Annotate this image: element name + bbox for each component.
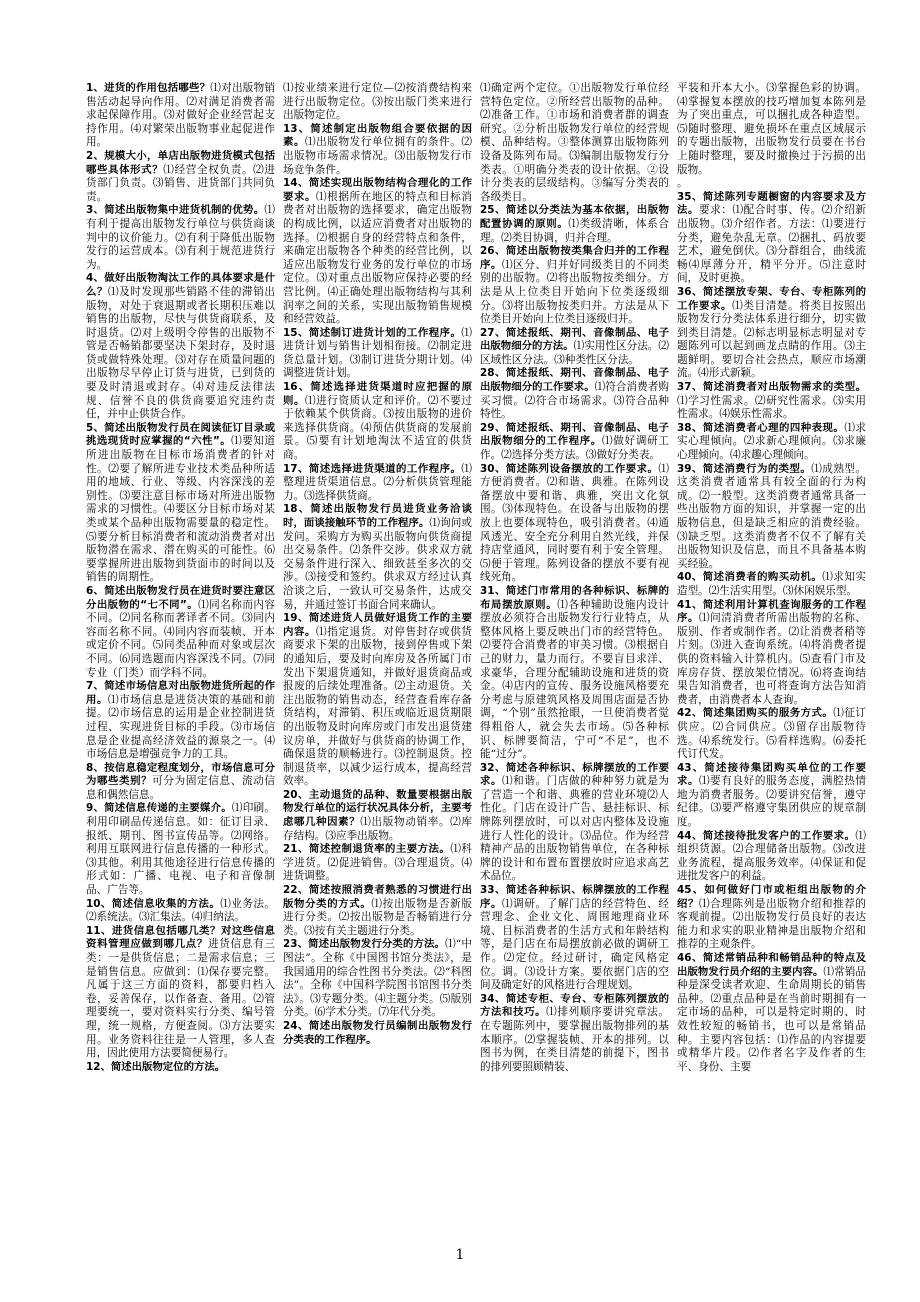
answer-text: ⑴及时发现那些销路不佳的滞销出版物，对处于衰退期或者长期积压难以销售的出版物，尽快与供货商联系，及时退货。⑵对上级明令停售的出版物不管是否畅销都要坚决下架封存，及时退货或做特殊处理。⑶对存在质量问题的出版物尽早停止订货与进货，已到货的要及时清退或封存。⑷对违反法律法规、信誉不良的供货商要追究违约责任，并中止供货合作。 (86, 285, 275, 421)
qa-entry (677, 762, 866, 830)
qa-entry (480, 422, 669, 463)
question-heading: 34、简述专柜、专台、专柜陈列摆放的方法和技巧。 (480, 992, 669, 1019)
answer-text: ⑴根据所在地区的特点和目标消费者对出版物的选择要求，确定出版物的构成比例，以适应消费者对出版物的选择。⑵根据自身的经营特点和条件，来确定出版物各个种类的经营比例，以适应出版物发行业务的发行单位的市场定位。⑶对重点出版物应保持必要的经营比例。⑷正确处理出版物结构与其利润率之间的关系，实现出版物销售规模和经营效益。 (283, 190, 472, 326)
column-1 (86, 82, 275, 1242)
question-heading: 12、简述出版物定位的方法。 (86, 1060, 226, 1073)
question-heading: 32、简述各种标识、标牌摆放的工作要求。 (480, 761, 669, 788)
answer-text: ⑴做好调研工作。⑵选择分类方法。⑶做好分类表。 (480, 435, 669, 462)
answer-text: ⑴组织货源。⑵合理储备出版物。⑶改进业务流程，提高服务效率。⑷保证和促进批发客户的利益。 (677, 829, 866, 883)
question-heading: 38、简述消费者心理的四种表现。 (677, 421, 845, 434)
column-2 (283, 82, 472, 1242)
qa-entry (283, 82, 472, 123)
qa-entry (480, 245, 669, 327)
question-heading: 35、简述陈列专题橱窗的内容要求及方法。 (677, 190, 866, 217)
qa-entry (86, 82, 275, 150)
qa-entry (677, 707, 866, 761)
question-heading: 8、按信息稳定程度划分，市场信息可分为哪些类别？ (86, 761, 275, 788)
answer-text: ⑴常销品种是深受读者欢迎、生命周期长的销售品种。⑵重点品种是在当前时期拥有一定市场的品种，可以是特定时期的、时效性较短的畅销书，也可以是常销品种。主要内容包括：⑴作品的内容提要或精华片段。⑵作者名字及作者的生平、身份、主要 (677, 965, 866, 1073)
question-heading: 2、规模大小，单店出版物进货模式包括哪些具体形式？ (86, 149, 275, 176)
qa-entry (677, 884, 866, 952)
answer-text: 可分为固定信息、流动信息和偶然信息。 (86, 775, 275, 801)
qa-entry (86, 680, 275, 762)
qa-entry (283, 843, 472, 884)
column-4 (677, 82, 866, 1242)
qa-entry (86, 272, 275, 422)
answer-text: ⑴询问或发问。采购方为购买出版物向供货商提出交易条件。⑵条件交涉。供求双方就交易条件进行深入、细致甚至多次的交涉。⑶接受和签约。供求双方经过认真洽谈之后，一致认可交易条件，达成交易，并通过签订书面合同来确认。 (283, 517, 472, 611)
text-columns (86, 82, 866, 1242)
question-heading: 16、简述选择进货渠道时应把握的原则。 (283, 381, 472, 407)
question-heading: 37、简述消费者对出版物需求的类型。 (677, 381, 866, 394)
qa-entry (677, 191, 866, 286)
qa-entry (283, 123, 472, 177)
document-page (86, 82, 866, 1242)
answer-text: ⑴整理进货渠道信息。⑵分析供货管理能力。⑶选择供货商。 (283, 462, 472, 502)
answer-text: ⑴指定退货。对停售封存或供货商要求下架的出版物，接到停售或下架的通知后，要及时向库房及各所属门市发出下架退货通知，并做好退货商品或报废的后续处理准备。⑵主动退货。关注出版物的销售动态，经营查看库存备货结构，对滞销、积压或临近退货期限的出版物及时向库房或门市发出退货建议房单，并做好与供货商的协调工作，确保退货的顺畅进行。⑶控制退货。控制退货率，以减少运行成本，提高经营效率。 (283, 625, 472, 788)
qa-entry (480, 993, 669, 1075)
qa-entry (480, 585, 669, 762)
question-heading: 41、简述利用计算机查询服务的工作程序。 (677, 598, 866, 625)
answer-text: ⑴求实心理倾向。⑵求新心理倾向。⑶求廉心理倾向。⑷求趣心理倾向。 (677, 421, 866, 462)
question-heading: 46、简述常销品种和畅销品种的特点及出版物发行员介绍的主要内容。 (677, 952, 866, 978)
answer-text: ⑴进行资质认定和评价。⑵不要过于依赖某个供货商。⑶按出版物的进价来选择供货商。⑷预估供货商的发展前景。⑸要有计划地淘汰不适宜的供货商。 (283, 394, 472, 462)
question-heading: 1、进货的作用包括哪些？ (86, 82, 211, 94)
question-heading: 9、简述信息传递的主要媒介。 (86, 802, 232, 815)
answer-text: 平装和开本大小。⑶掌握色彩的协调。⑷掌握复本摆放的技巧增加复本陈列是为了突出重点，可以捆扎成各种造型。⑸随时整理、避免损坏在重点区域展示的专题出版物，出版物发行员要在书台上随时整理，要及时撤换过于污损的出版物。 (677, 82, 866, 176)
question-heading: 31、简述门市常用的各种标识、标牌的布局摆放原则。 (480, 584, 669, 611)
answer-text: ⑴征订供应。⑵合同供应。⑶留存出版物待选。⑷系统发行。⑸看样选购。⑹委托代订代发。 (677, 707, 866, 761)
question-heading: 33、简述各种标识、标牌摆放的工作程序。 (480, 884, 669, 910)
qa-entry (677, 82, 866, 177)
answer-text: ⑴对出版物销售活动起导向作用。⑵对满足消费者需求起保障作用。⑶对做好企业经营起支持作用。⑷对繁荣出版物事业起促进作用。 (86, 82, 275, 149)
question-heading: 24、简述出版物发行员编制出版物发行分类表的工作程序。 (283, 1019, 472, 1046)
question-heading: 26、简述出版物按类集合归并的工作程序。 (480, 245, 669, 271)
qa-entry (677, 381, 866, 422)
qa-entry (86, 898, 275, 925)
question-heading: 20、主动退货的品种、数量要根据出版物发行单位的运行状况具体分析，主要考虑哪几种因素？ (283, 788, 472, 829)
question-heading: 40、简述消费者的购买动机。 (677, 571, 823, 584)
question-heading: 19、简述进货人员做好退货工作的主要内容。 (283, 612, 472, 638)
answer-text: 。 (677, 177, 688, 190)
question-heading: 23、简述出版物发行分类的方法。 (283, 938, 446, 951)
answer-text: ⑴实用性区分法。⑵区域性区分法。⑶种类性区分法。 (480, 340, 669, 366)
question-heading: 13、简述制定出版物组合要依据的因素。 (283, 122, 472, 149)
question-heading: 3、简述出版物集中进货机制的优势。 (86, 204, 265, 217)
question-heading: 11、进货信息包括哪几类？对这些信息资料管理应做到哪几点？ (86, 924, 275, 951)
question-heading: 22、简述按照消费者熟悉的习惯进行出版物分类的方式。 (283, 884, 472, 910)
question-heading: 43、简述接待集团购买单位的工作要求。 (677, 761, 866, 788)
qa-entry (677, 463, 866, 572)
answer-text: ⑴出版物发行单位拥有的条件。⑵出版物市场需求情况。⑶出版物发行市场竞争条件。 (283, 136, 472, 176)
question-heading: 30、简述陈列设备摆放的工作要求。 (480, 462, 659, 475)
qa-entry (86, 802, 275, 897)
answer-text: ⑴类级清晰，体系合理。⑵类目协调，归并合理。 (480, 217, 669, 244)
answer-text: ⑴学习性需求。⑵研究性需求。⑶实用性需求。⑷娱乐性需求。 (677, 394, 866, 421)
qa-entry (480, 367, 669, 421)
qa-entry (480, 463, 669, 585)
question-heading: 14、简述实现出版物结构合理化的工作要求。 (283, 177, 472, 203)
answer-text: 进货信息有三类：一是供货信息；二是需求信息；三是销售信息。应做到：⑴保存要完整。凡属于这三方面的资料，都要归档入卷，妥善保存，以作备查、备用。⑵管理要统一，要对资料实行分类、编号管理，统一规格，方便查阅。⑶方法要实用。业务资料往往是一人管理，多人查用，因此使用方法要简便易行。 (86, 938, 275, 1060)
question-heading: 27、简述报纸、期刊、音像制品、电子出版物细分的方法。 (480, 326, 669, 353)
qa-entry (283, 1020, 472, 1047)
answer-text: ⑴按出版物是否新版进行分类。⑵按出版物是否畅销进行分类。⑶按有关主题进行分类。 (283, 897, 472, 937)
question-heading: 29、简述报纸、期刊、音像制品、电子出版物细分的工作程序。 (480, 421, 669, 448)
qa-entry (86, 1061, 275, 1075)
qa-entry (677, 952, 866, 1074)
qa-entry (480, 884, 669, 993)
page-number: 1 (455, 1247, 465, 1263)
answer-text: ⑴要知道所进出版物在目标市场消费者的针对性。⑵要了解所进专业技术类品种所适用的地域、行业、等级、内容深浅的差别性。⑶要注意目标市场对所进出版物需求的习惯性。⑷要区分目标市场对某类或某个品种出版物需要量的稳定性。⑸要分析目标消费者和流动消费者对出版物潜在需求、潜在购买的可能性。⑹要掌握所进出版物到货面市的时间以及销售的周期性。 (86, 435, 275, 584)
qa-entry (480, 204, 669, 245)
answer-text: ⑴经营全权负责。⑵进货部门负责。⑶销售、进货部门共同负责。 (86, 163, 275, 203)
answer-text: ⑴业务法。⑵系统法。⑶汇集法。⑷归纳法。 (86, 897, 275, 924)
qa-entry (480, 762, 669, 884)
answer-text: ⑴市场信息是进货决策的基础和前提。⑵市场信息的运用是企业控制进货过程、实现进货目标的手段。⑶市场信息是企业提高经济效益的源泉之一。⑷市场信息是增强竞争力的工具。 (86, 693, 275, 761)
answer-text: ⑴按业绩来进行定位—⑵按消费结构来进行出版物定位。⑶按出版门类来进行出版物定位。 (283, 82, 472, 122)
qa-entry (283, 938, 472, 1020)
answer-text: ⑴调研。了解门店的经营特色、经营理念、企业文化、周围地理商业环境、目标消费者的生活方式和年龄结构等，是门店在布局摆放前必做的调研工作。⑵定位。经过研讨，确定风格定位。调。⑶设计方案。要依据门店的空间及确定好的风格进行合理规划。 (480, 897, 669, 992)
qa-entry (86, 585, 275, 680)
answer-text: ⑴印刷。利用印刷品传递信息。如：征订目录、报纸、期刊、图书宣传品等。⑵网络。利用互联网进行信息传播的一种形式。⑶其他。利用其他途径进行信息传播的形式如：广播、电视、电子和音像制品、广告等。 (86, 802, 275, 897)
qa-entry (283, 789, 472, 843)
question-heading: 44、简述接待批发客户的工作要求。 (677, 829, 856, 842)
qa-entry (677, 422, 866, 463)
answer-text: ⑴要有良好的服务态度，满腔热情地为消费者服务。⑵要讲究信誉，遵守纪律。⑶要严格遵守集团供应的规章制度。 (677, 775, 866, 829)
qa-entry (86, 204, 275, 272)
answer-text: ⑴确定两个定位。①出版物发行单位经营特色定位。②所经营出版物的品种。⑵准备工作。①市场和消费者群的调查研究。②分析出版物发行单位的经营规模、品种结构。③整体测算出版物陈列设备及陈列布局。⑶编制出版物发行分类表。①明确分类表的设计依据。②设计分类表的层级结构。③编写分类表的各级类目。 (480, 82, 669, 203)
answer-text: ⑴出版物动销率。⑵库存结构。⑶应季出版物。 (283, 816, 472, 842)
answer-text: ⑴排列顺序要讲究章法。在专题陈列中，要掌握出版物排列的基本顺序。⑵掌握装帧、开本的排列。以图书为例，在类目清楚的前提下，图书的排列要照顾精装、 (480, 1006, 669, 1073)
answer-text: ⑴符合消费者购买习惯。⑵符合市场需求。⑶符合品种特性。 (480, 381, 669, 421)
answer-text: ⑴问清消费者所需出版物的名称、版别、作者或制作者。⑵让消费者稍等片刻。⑶进入查询系统。⑷将消费者提供的资料输入计算机内。⑸查看门市及库房存货、摆放架位情况。⑹将查询结果告知消费者，也可将查询方法告知消费者，由消费者本人查询。 (677, 612, 866, 706)
answer-text: ⑴类目清楚。将类目按照出版物发行分类法体系进行细分，切实做到类目清楚。⑵标志明显标志明显对专题陈列可以起到画龙点睛的作用。⑶主题鲜明。要切合社会热点，顺应市场潮流。⑷形式新颖。 (677, 299, 866, 380)
answer-text: ⑴合理陈列是出版物介绍和推荐的客观前提。⑵出版物发行员良好的表达能力和求实的职业精神是出版物介绍和推荐的主观条件。 (677, 897, 866, 951)
qa-entry (283, 503, 472, 612)
answer-text: ⑴科学进货。⑵促进销售。⑶合理退货。⑷进货调整。 (283, 843, 472, 883)
answer-text: ⑴区分、归并好同级类目的不同类别的出版物。⑵将出版物按类细分。方法是从上位类目开始向下位类逐级细分。⑶将出版物按类归并。方法是从下位类目开始向上位类目逐级归并。 (480, 258, 669, 326)
qa-entry (283, 381, 472, 463)
answer-text: ⑴各种辅助设施内设计摆放必须符合出版物发行行业特点，从整体风格上要反映出门市的经营特色。⑵要符合消费者的审美习惯。⑶根据自己的财力，量力而行。不要盲目求洋、求豪华，合理分配辅助设施和进货的资金。⑷店内的宣传、服务设施风格要充分考虑与原建筑风格及周围店面是否协调，“个别”虽然抢眼，一旦使消费者觉得粗俗人，就会失去市场。⑸各种标识、标牌要简洁，宁可“不足”，也不能“过分”。 (480, 598, 669, 761)
qa-entry (283, 327, 472, 381)
qa-entry (283, 884, 472, 938)
qa-entry (86, 762, 275, 803)
qa-entry (480, 82, 669, 204)
answer-text: ⑴“中图法”。全称《中国图书馆分类法》，是我国通用的综合性图书分类法。⑵“科图法”。全称《中国科学院图书馆图书分类法》。⑶专题分类。⑷主题分类。⑸版别分类。⑹学术分类。⑺年代分类。 (283, 938, 472, 1019)
answer-text: 要求：⑴配合时事、传。⑵介绍新出版物。⑶介绍作者。方法：⑴要进行分类，避免杂乱无章。⑵捆扎、码放要艺术，避免倒伏。⑶分群组合，曲线流畅⑷厚薄分开，精平分开。⑸注意时间，及时更换。 (677, 204, 866, 285)
question-heading: 4、做好出版物淘汰工作的具体要求是什么？ (86, 272, 275, 298)
answer-text: ⑴有利于提高出版物发行单位与供货商谈判中的议价能力。⑵有利于降低出版物发行的运营成本。⑶有利于规范进货行为。 (86, 204, 275, 271)
question-heading: 6、简述出版物发行员在进货时要注意区分出版物的“七不同”。 (86, 584, 275, 611)
answer-text: ⑴和谐。门店做的种种努力就是为了营造一个和谐、典雅的营业环境⑵人性化。门店在设计广告、悬挂标识、标牌陈列摆放时，可以对店内整体及设施进行人性化的设计。⑶品位。作为经营精神产品的出版物销售单位，在各种标牌的设计和布置布置摆放时应追求高艺术品位。 (480, 775, 669, 883)
answer-text: ⑴方便消费者。⑵和谐、典雅。在陈列设备摆放中要和谐、典雅，突出文化氛围。⑶体现特色。在设备与出版物的摆放上也要体现特色，吸引消费者。⑷通风透光、安全充分利用自然光线，并保持店堂通风，同时要有利于安全管理。⑸便于管理。陈列设备的摆放不要有视线死角。 (480, 462, 669, 584)
qa-entry (283, 177, 472, 327)
answer-text: ⑴求知实造型。⑵生活实用型。⑶休闲娱乐型。 (677, 571, 866, 597)
answer-text: ⑴同名称而内容不同。⑵同名称而著译者不同。⑶同内容而名称不同。⑷同内容而装帧、开本或定价不同。⑸同类品种而对象或层次不同。⑹同选题而内容深浅不同。⑺同专业（门类）而学科不同。 (86, 598, 275, 679)
question-heading: 28、简述报纸、期刊、音像制品、电子出版物细分的工作要求。 (480, 367, 669, 394)
answer-text: ⑴成熟型。这类消费者通常具有较全面的行为构成。⑵一般型。这类消费者通常具备一些出版物方面的知识，并掌握一定的出版物信息，但是缺乏相应的消费经验。⑶缺乏型。这类消费者不仅不了解有关出版物知识及信息，而且不具备基本购买经验。 (677, 462, 866, 570)
question-heading: 21、简述控制退货率的主要方法。 (283, 843, 451, 856)
question-heading: 25、简述以分类法为基本依据，出版物配置协调的原则。 (480, 204, 669, 230)
column-3 (480, 82, 669, 1242)
question-heading: 42、简述集团购买的服务方式。 (677, 707, 834, 720)
qa-entry (677, 286, 866, 381)
qa-entry (677, 571, 866, 598)
qa-entry (86, 925, 275, 1061)
qa-entry (283, 463, 472, 504)
qa-entry (677, 599, 866, 708)
question-heading: 10、简述信息收集的方法。 (86, 897, 221, 910)
question-heading: 15、简述制订进货计划的工作程序。 (283, 326, 462, 339)
qa-entry (480, 327, 669, 368)
question-heading: 5、简述出版物发行员在阅读征订目录或挑选现货时应掌握的“六性”。 (86, 421, 275, 448)
question-heading: 17、简述选择进货渠道的工作程序。 (283, 462, 462, 475)
qa-entry (677, 830, 866, 884)
question-heading: 39、简述消费行为的类型。 (677, 462, 812, 475)
question-heading: 36、简述摆放专架、专台、专柜陈列的工作要求。 (677, 285, 866, 312)
question-heading: 7、简述市场信息对出版物进货所起的作用。 (86, 680, 275, 706)
qa-entry (677, 177, 866, 191)
question-heading: 18、简述出版物发行员进货业务洽谈时，面谈接触环节的工作程序。 (283, 503, 472, 529)
question-heading: 45、如何做好门市或柜组出版物的介绍？ (677, 884, 866, 910)
qa-entry (86, 422, 275, 585)
answer-text: ⑴进货计划与销售计划相衔接。⑵制定进货总量计划。⑶制订进货分期计划。⑷调整进货计划。 (283, 326, 472, 380)
qa-entry (86, 150, 275, 204)
qa-entry (283, 612, 472, 789)
